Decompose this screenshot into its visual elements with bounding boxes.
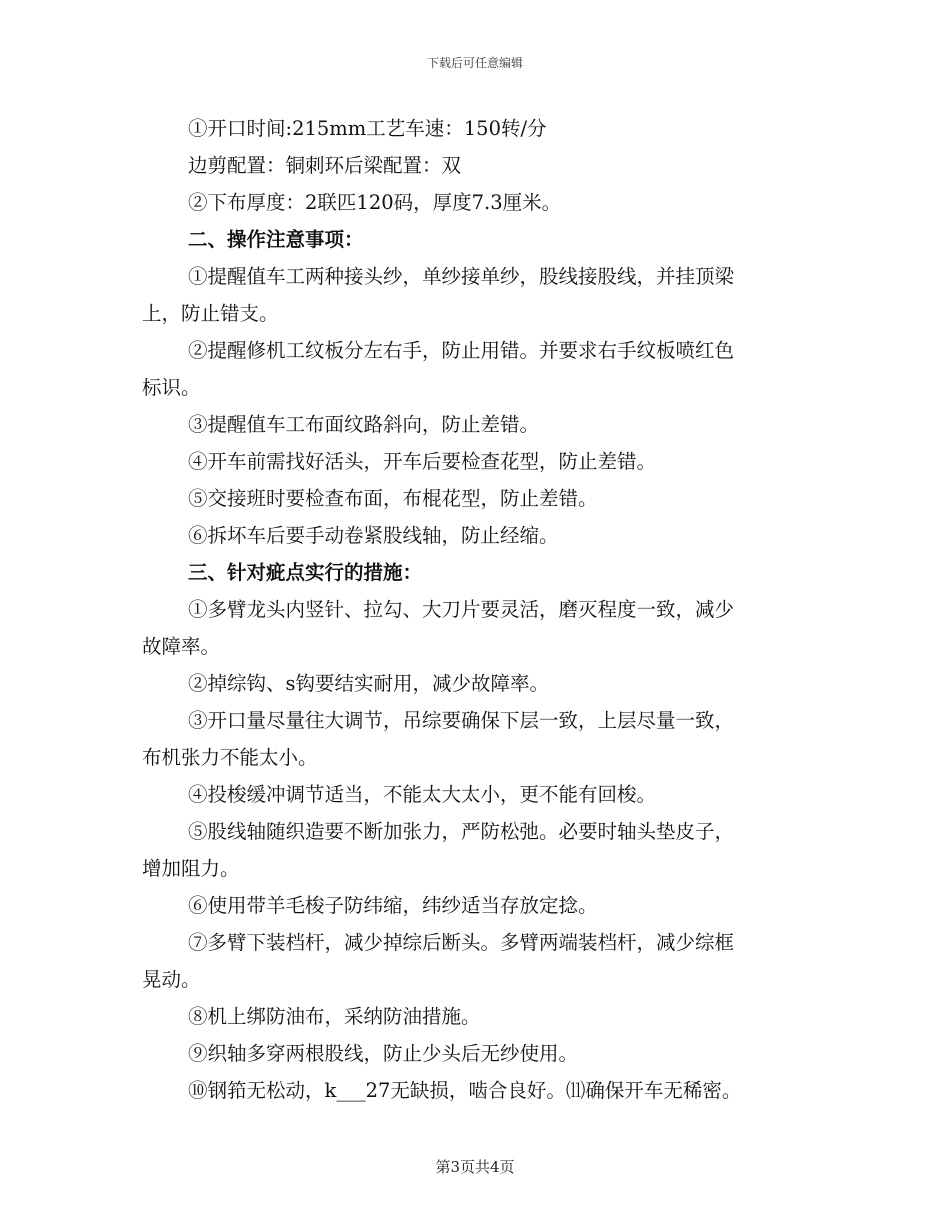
text-line: ⑩钢筘无松动，k___27无缺损，啮合良好。⑾确保开车无稀密。 — [188, 1079, 742, 1102]
text-line: ③开口量尽量往大调节，吊综要确保下层一致，上层尽量一致， — [188, 709, 735, 732]
text-line: ④开车前需找好活头，开车后要检查花型，防止差错。 — [188, 450, 657, 473]
text-line: ⑤股线轴随织造要不断加张力，严防松弛。必要时轴头垫皮子， — [188, 820, 735, 843]
page-header: 下载后可任意编辑 — [426, 56, 523, 70]
text-line: ⑤交接班时要检查布面，布棍花型，防止差错。 — [188, 487, 598, 510]
text-line: 增加阻力。 — [142, 857, 240, 880]
text-line: ⑥使用带羊毛梭子防纬缩，纬纱适当存放定捻。 — [188, 894, 598, 917]
section-heading: 二、操作注意事项： — [188, 228, 364, 251]
text-line: ①多臂龙头内竖针、拉勾、大刀片要灵活，磨灭程度一致，减少 — [188, 598, 735, 621]
text-line: ②掉综钩、s钩要结实耐用，减少故障率。 — [188, 672, 550, 695]
text-line: ⑧机上绑防油布，采纳防油措施。 — [188, 1005, 481, 1028]
text-line: ③提醒值车工布面纹路斜向，防止差错。 — [188, 413, 540, 436]
text-line: ①开口时间:215mm工艺车速：150转/分 — [188, 117, 547, 140]
section-heading: 三、针对疵点实行的措施： — [188, 561, 423, 584]
text-line: ⑥拆坏车后要手动卷紧股线轴，防止经缩。 — [188, 524, 559, 547]
text-line: 晃动。 — [142, 968, 201, 991]
text-line: 边剪配置：铜刺环后梁配置：双 — [188, 154, 462, 177]
text-line: 布机张力不能太小。 — [142, 746, 318, 769]
text-line: ④投梭缓冲调节适当，不能太大太小，更不能有回梭。 — [188, 783, 657, 806]
page-footer: 第3页共4页 — [435, 1158, 515, 1176]
text-line: 标识。 — [142, 376, 201, 399]
text-line: 故障率。 — [142, 635, 221, 658]
text-line: ②提醒修机工纹板分左右手，防止用错。并要求右手纹板喷红色 — [188, 339, 735, 362]
document-body — [142, 110, 802, 1109]
text-line: ①提醒值车工两种接头纱，单纱接单纱，股线接股线，并挂顶梁 — [188, 265, 735, 288]
text-line: 上，防止错支。 — [142, 302, 279, 325]
text-line: ⑦多臂下装档杆，减少掉综后断头。多臂两端装档杆，减少综框 — [188, 931, 735, 954]
text-line: ②下布厚度：2联匹120码，厚度7.3厘米。 — [188, 191, 562, 214]
text-line: ⑨织轴多穿两根股线，防止少头后无纱使用。 — [188, 1042, 579, 1065]
